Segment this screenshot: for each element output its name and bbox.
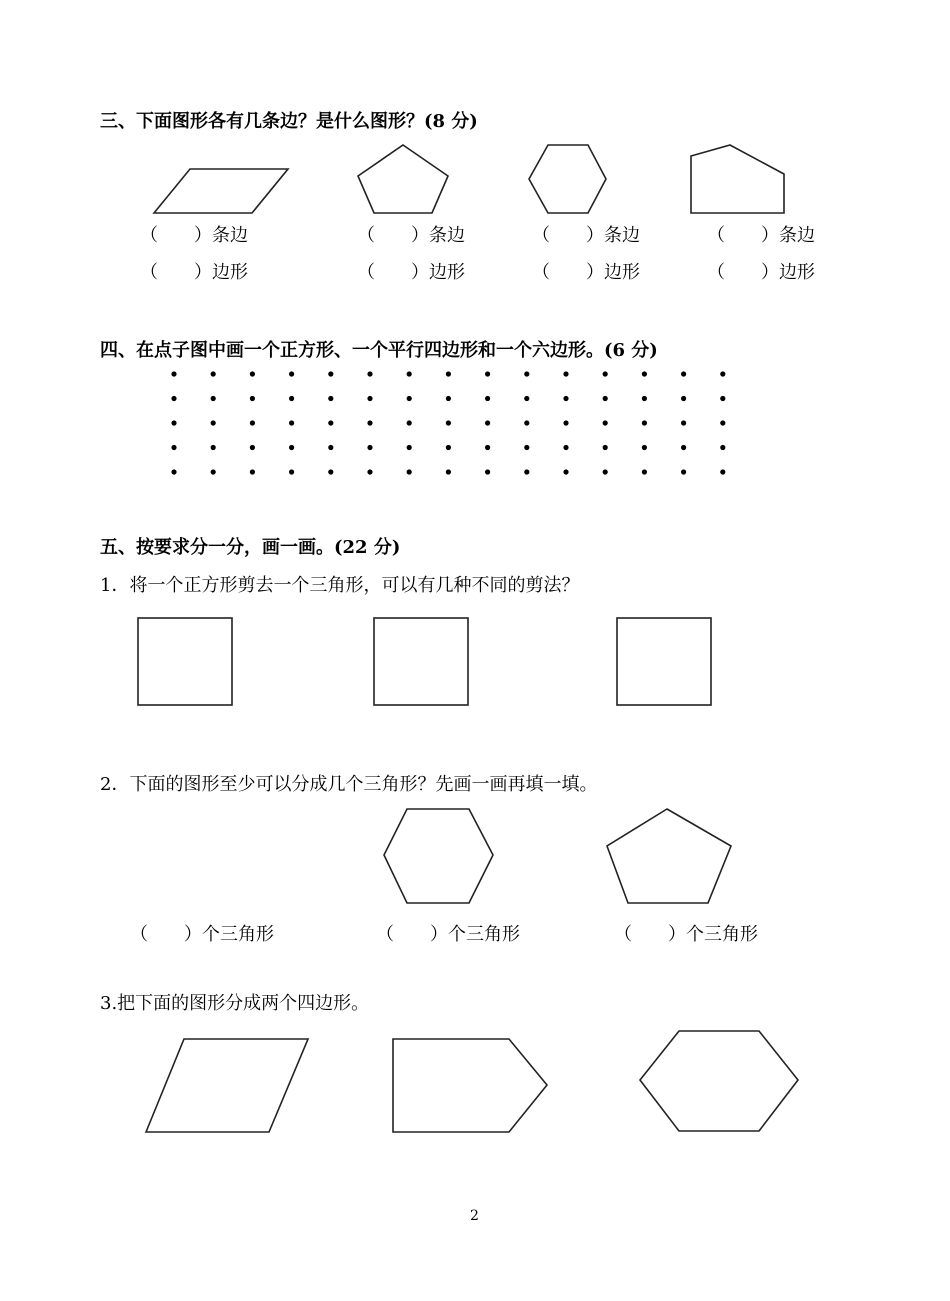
grid-dot bbox=[603, 371, 608, 376]
grid-dot bbox=[211, 371, 216, 376]
page-number: 2 bbox=[470, 1208, 479, 1224]
grid-dot bbox=[211, 445, 216, 450]
grid-dot bbox=[720, 420, 725, 425]
square-shape-1[interactable] bbox=[136, 616, 236, 708]
grid-dot bbox=[720, 469, 725, 474]
grid-dot bbox=[524, 396, 529, 401]
grid-dot bbox=[642, 469, 647, 474]
grid-dot bbox=[485, 420, 490, 425]
grid-dot bbox=[642, 396, 647, 401]
grid-dot bbox=[367, 469, 372, 474]
grid-dot bbox=[407, 396, 412, 401]
grid-dot bbox=[524, 420, 529, 425]
grid-dot bbox=[563, 420, 568, 425]
hexagon-shape bbox=[526, 142, 611, 217]
grid-dot bbox=[171, 371, 176, 376]
hexagon-shape-q2[interactable] bbox=[381, 806, 497, 908]
grid-dot bbox=[367, 445, 372, 450]
square-shape-2[interactable] bbox=[372, 616, 472, 708]
grid-dot bbox=[328, 469, 333, 474]
grid-dot bbox=[563, 445, 568, 450]
grid-dot bbox=[328, 445, 333, 450]
grid-dot bbox=[211, 469, 216, 474]
pentagon-shape bbox=[355, 142, 455, 217]
triangle-count-blank-2[interactable]: （ ）个三角形 bbox=[376, 924, 520, 945]
grid-dot bbox=[289, 396, 294, 401]
grid-dot bbox=[211, 396, 216, 401]
edge-count-blank-3[interactable]: （ ）条边 bbox=[532, 225, 640, 246]
grid-dot bbox=[446, 396, 451, 401]
grid-dot bbox=[681, 396, 686, 401]
section5-heading: 五、按要求分一分，画一画。(22 分) bbox=[100, 537, 401, 558]
grid-dot bbox=[485, 396, 490, 401]
shape-name-blank-3[interactable]: （ ）边形 bbox=[532, 262, 640, 283]
grid-dot bbox=[681, 469, 686, 474]
grid-dot bbox=[367, 371, 372, 376]
shape-name-blank-2[interactable]: （ ）边形 bbox=[357, 262, 465, 283]
hexagon-shape-q3[interactable] bbox=[637, 1028, 803, 1136]
grid-dot bbox=[563, 469, 568, 474]
question-1-text: 1．将一个正方形剪去一个三角形，可以有几种不同的剪法？ bbox=[100, 575, 580, 596]
question-3-text: 3.把下面的图形分成两个四边形。 bbox=[100, 993, 370, 1014]
grid-dot bbox=[524, 469, 529, 474]
grid-dot bbox=[603, 396, 608, 401]
grid-dot bbox=[328, 396, 333, 401]
grid-dot bbox=[250, 371, 255, 376]
grid-dot bbox=[485, 371, 490, 376]
grid-dot bbox=[720, 371, 725, 376]
edge-count-blank-4[interactable]: （ ）条边 bbox=[707, 225, 815, 246]
grid-dot bbox=[407, 371, 412, 376]
grid-dot bbox=[446, 371, 451, 376]
section4-heading: 四、在点子图中画一个正方形、一个平行四边形和一个六边形。(6 分) bbox=[100, 340, 658, 361]
grid-dot bbox=[250, 396, 255, 401]
parallelogram-shape bbox=[150, 165, 295, 217]
question-2-text: 2．下面的图形至少可以分成几个三角形？先画一画再填一填。 bbox=[100, 774, 598, 795]
grid-dot bbox=[642, 445, 647, 450]
grid-dot bbox=[407, 469, 412, 474]
grid-dot bbox=[681, 445, 686, 450]
grid-dot bbox=[328, 420, 333, 425]
grid-dot bbox=[328, 371, 333, 376]
grid-dot bbox=[681, 371, 686, 376]
grid-dot bbox=[720, 445, 725, 450]
edge-count-blank-2[interactable]: （ ）条边 bbox=[357, 225, 465, 246]
grid-dot bbox=[171, 396, 176, 401]
house-pentagon-shape bbox=[687, 142, 789, 217]
grid-dot bbox=[171, 469, 176, 474]
grid-dot bbox=[603, 469, 608, 474]
grid-dot bbox=[171, 420, 176, 425]
grid-dot bbox=[446, 469, 451, 474]
shape-name-blank-4[interactable]: （ ）边形 bbox=[707, 262, 815, 283]
grid-dot bbox=[720, 396, 725, 401]
grid-dot bbox=[171, 445, 176, 450]
grid-dot bbox=[289, 420, 294, 425]
grid-dot bbox=[524, 445, 529, 450]
shape-name-blank-1[interactable]: （ ）边形 bbox=[140, 262, 248, 283]
grid-dot bbox=[289, 469, 294, 474]
parallelogram-shape-q3[interactable] bbox=[143, 1036, 313, 1136]
edge-count-blank-1[interactable]: （ ）条边 bbox=[140, 225, 248, 246]
grid-dot bbox=[250, 445, 255, 450]
grid-dot bbox=[524, 371, 529, 376]
grid-dot bbox=[250, 420, 255, 425]
triangle-count-blank-3[interactable]: （ ）个三角形 bbox=[614, 924, 758, 945]
square-shape-3[interactable] bbox=[615, 616, 715, 708]
grid-dot bbox=[289, 371, 294, 376]
grid-dot bbox=[642, 371, 647, 376]
grid-dot bbox=[563, 371, 568, 376]
grid-dot bbox=[250, 469, 255, 474]
triangle-count-blank-1[interactable]: （ ）个三角形 bbox=[130, 924, 274, 945]
grid-dot bbox=[211, 420, 216, 425]
grid-dot bbox=[407, 420, 412, 425]
grid-dot bbox=[603, 420, 608, 425]
grid-dot bbox=[642, 420, 647, 425]
grid-dot bbox=[289, 445, 294, 450]
grid-dot bbox=[446, 420, 451, 425]
grid-dot bbox=[367, 420, 372, 425]
dot-grid[interactable] bbox=[160, 360, 740, 485]
grid-dot bbox=[367, 396, 372, 401]
pentagon-arrow-shape-q3[interactable] bbox=[389, 1036, 551, 1136]
pentagon-shape-q2[interactable] bbox=[604, 806, 736, 908]
grid-dot bbox=[603, 445, 608, 450]
grid-dot bbox=[407, 445, 412, 450]
section3-heading: 三、下面图形各有几条边？是什么图形？(8 分) bbox=[100, 111, 478, 132]
grid-dot bbox=[563, 396, 568, 401]
grid-dot bbox=[485, 445, 490, 450]
grid-dot bbox=[446, 445, 451, 450]
grid-dot bbox=[485, 469, 490, 474]
grid-dot bbox=[681, 420, 686, 425]
